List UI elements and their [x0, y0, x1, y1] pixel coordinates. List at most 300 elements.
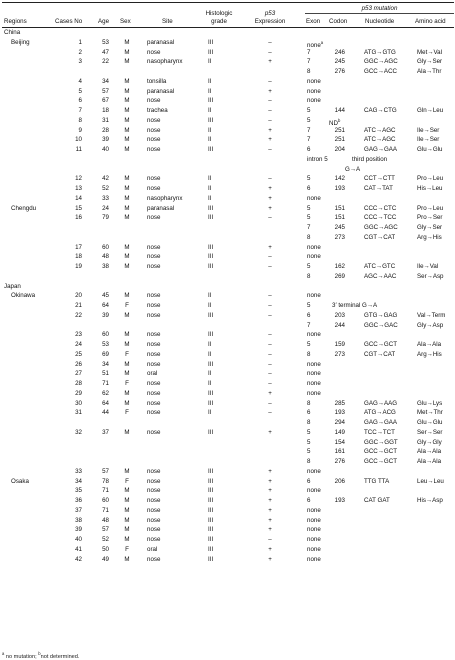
expression-cell: – [268, 253, 272, 261]
expression-cell: + [268, 136, 272, 144]
exon-cell: none [307, 536, 321, 543]
codon-cell: $ND^b$ [329, 117, 341, 127]
age-cell: 34 [102, 77, 109, 85]
sex-cell: M [124, 360, 130, 368]
age-cell: 71 [102, 380, 109, 387]
case-number: 20 [75, 292, 82, 300]
subregion-label: Osaka [11, 477, 29, 485]
site-cell: nose [147, 263, 161, 270]
case-number: 15 [75, 204, 82, 212]
sex-cell: M [124, 263, 130, 270]
header-site: Site [162, 18, 173, 25]
nucleotide-cell: GAG→AAG [364, 399, 398, 407]
case-number: 33 [75, 467, 82, 475]
grade-cell: III [208, 555, 214, 563]
grade-cell: III [208, 116, 214, 124]
table-row [2, 477, 454, 487]
sex-cell: M [124, 194, 130, 202]
exon-cell: 5 [307, 214, 311, 222]
exon-cell: 6 [307, 146, 311, 153]
sex-cell: M [124, 175, 130, 183]
expression-cell: + [268, 126, 272, 134]
sex-cell: M [124, 38, 130, 46]
expression-cell: – [268, 146, 272, 153]
exon-cell: none [307, 389, 321, 397]
nucleotide-cell: ATC→GTC [364, 263, 396, 270]
amino-acid-cell: Leu→Leu [417, 477, 444, 485]
grade-cell: II [208, 380, 212, 387]
table-row [2, 545, 454, 555]
sex-cell: M [124, 214, 130, 222]
age-cell: 60 [102, 243, 109, 251]
case-number: 7 [78, 107, 82, 114]
site-cell: nose [147, 292, 161, 300]
sex-cell: M [124, 341, 130, 348]
nucleotide-cell: ATG→GTG [364, 48, 396, 56]
age-cell: 39 [102, 136, 109, 144]
exon-cell: 5 [307, 302, 311, 309]
exon-cell: 6 [307, 311, 311, 319]
case-number: 8 [78, 116, 82, 124]
amino-acid-cell: Ala→Ala [417, 448, 442, 456]
sex-cell: M [124, 243, 130, 251]
age-cell: 28 [102, 126, 109, 134]
table-row [2, 135, 454, 145]
sex-cell: M [124, 87, 130, 95]
exon-cell: 5 [307, 107, 311, 114]
case-number: 40 [75, 536, 82, 543]
amino-acid-cell: Gly→Gly [417, 438, 442, 446]
exon-cell: 7 [307, 48, 311, 56]
header-sex: Sex [120, 18, 131, 25]
grade-cell: III [208, 214, 214, 222]
grade-cell: III [208, 467, 214, 475]
age-cell: 34 [102, 360, 109, 368]
table-row [2, 467, 454, 477]
site-cell: nose [147, 555, 161, 563]
case-number: 35 [75, 487, 82, 495]
grade-cell: III [208, 48, 214, 56]
amino-acid-cell: Ala→Ala [417, 458, 442, 465]
table-row [2, 213, 454, 223]
grade-cell: II [208, 185, 212, 192]
age-cell: 22 [102, 58, 109, 66]
expression-cell: – [268, 48, 272, 56]
age-cell: 79 [102, 214, 109, 222]
exon-cell: 7 [307, 321, 311, 329]
sex-cell: M [124, 536, 130, 543]
expression-cell: – [268, 214, 272, 222]
age-cell: 18 [102, 107, 109, 114]
header-expr-line2: Expression [254, 18, 286, 25]
sex-cell: M [124, 497, 130, 504]
table-row [2, 438, 454, 448]
age-cell: 78 [102, 477, 109, 485]
age-cell: 44 [102, 409, 109, 417]
grade-cell: III [208, 516, 214, 524]
nucleotide-cell: TCC→TCT [364, 428, 395, 436]
site-cell: nose [147, 302, 161, 309]
sex-cell: M [124, 107, 130, 114]
age-cell: 71 [102, 506, 109, 514]
grade-cell: II [208, 302, 212, 309]
case-number: 27 [75, 370, 82, 378]
table-row [2, 311, 454, 321]
header-amino-acid: Amino acid [415, 18, 446, 25]
expression-cell: – [268, 399, 272, 407]
header-expr-line1: p53 [264, 10, 276, 17]
table-row [2, 340, 454, 350]
age-cell: 53 [102, 38, 109, 46]
subregion-label: Chengdu [11, 204, 37, 212]
grade-cell: II [208, 126, 212, 134]
amino-acid-cell: Gln→Leu [417, 107, 444, 114]
exon-cell: 5 [307, 116, 311, 124]
grade-cell: II [208, 409, 212, 417]
codon-cell: 276 [334, 68, 345, 75]
table-row [2, 399, 454, 409]
exon-cell: none [307, 370, 321, 378]
age-cell: 60 [102, 497, 109, 504]
expression-cell: – [268, 536, 272, 543]
codon-cell: 154 [334, 438, 345, 446]
amino-acid-cell: Pro→Leu [417, 175, 444, 183]
mutation-group-header: p53 mutation [361, 5, 398, 12]
site-cell: nose [147, 116, 161, 124]
amino-acid-cell: His→Leu [417, 185, 443, 192]
age-cell: 39 [102, 311, 109, 319]
grade-cell: II [208, 370, 212, 378]
expression-cell: – [268, 350, 272, 358]
exon-cell: none [307, 526, 321, 534]
site-cell: nose [147, 126, 161, 134]
case-number: 3 [78, 58, 82, 66]
grade-cell: II [208, 87, 212, 95]
footnote: $^a$ no mutation; $^b$not determined. [2, 651, 80, 660]
codon-cell: 285 [334, 399, 345, 407]
age-cell: 51 [102, 370, 109, 378]
sex-cell: M [124, 58, 130, 66]
sex-cell: M [124, 331, 130, 339]
nucleotide-cell: GTG→GAG [364, 311, 398, 319]
exon-cell: 7 [307, 126, 311, 134]
grade-cell: III [208, 487, 214, 495]
sex-cell: F [125, 380, 129, 387]
case-number: 36 [75, 497, 82, 504]
site-cell: nose [147, 243, 161, 251]
site-cell: nose [147, 380, 161, 387]
case-number: 13 [75, 185, 82, 192]
site-cell: nose [147, 399, 161, 407]
mutation-group-rule [305, 13, 454, 14]
grade-cell: II [208, 107, 212, 114]
site-cell: nose [147, 506, 161, 514]
amino-acid-cell: Arg→His [417, 233, 442, 241]
site-cell: nose [147, 146, 161, 153]
expression-cell: – [268, 302, 272, 309]
nucleotide-cell: CAT→TAT [364, 185, 393, 192]
site-cell: nasopharynx [147, 58, 183, 66]
nucleotide-cell: CCC→CTC [364, 204, 397, 212]
codon-cell: 144 [334, 107, 345, 114]
exon-cell: 5 [307, 448, 311, 456]
codon-cell: 161 [334, 448, 345, 456]
grade-cell: II [208, 350, 212, 358]
nucleotide-cell: ATC→AGC [364, 126, 396, 134]
codon-cell: 245 [334, 58, 345, 66]
case-number: 24 [75, 341, 82, 348]
case-number: 18 [75, 253, 82, 261]
expression-cell: – [268, 370, 272, 378]
table-row [2, 174, 454, 184]
grade-cell: III [208, 331, 214, 339]
header-regions: Regions [4, 18, 27, 25]
grade-cell: III [208, 526, 214, 534]
nucleotide-cell: TTG TTA [364, 477, 390, 485]
codon-cell: 203 [334, 311, 345, 319]
table-row [2, 496, 454, 506]
site-cell: nose [147, 341, 161, 348]
expression-cell: + [268, 497, 272, 504]
amino-acid-cell: Met→Thr [417, 409, 443, 417]
amino-acid-cell: His→Asp [417, 497, 443, 504]
sex-cell: M [124, 97, 130, 105]
sex-cell: M [124, 253, 130, 261]
expression-cell: + [268, 467, 272, 475]
case-number: 14 [75, 194, 82, 202]
nucleotide-cell: GCC→GCT [364, 448, 397, 456]
age-cell: 40 [102, 146, 109, 153]
sex-cell: M [124, 487, 130, 495]
sex-cell: M [124, 292, 130, 300]
sex-cell: M [124, 126, 130, 134]
table-row [2, 330, 454, 340]
age-cell: 60 [102, 331, 109, 339]
table-row [2, 155, 454, 165]
site-cell: nose [147, 175, 161, 183]
exon-cell: 7 [307, 58, 311, 66]
amino-acid-cell: Arg→His [417, 350, 442, 358]
nucleotide-cell: GCC→GCT [364, 458, 397, 465]
sex-cell: M [124, 399, 130, 407]
site-cell: paranasal [147, 87, 175, 95]
table-row [2, 194, 454, 204]
expression-cell: + [268, 526, 272, 534]
age-cell: 64 [102, 302, 109, 309]
amino-acid-cell: Pro→Ser [417, 214, 443, 222]
nucleotide-cell: AGC→AAC [364, 272, 397, 280]
age-cell: 64 [102, 399, 109, 407]
table-row [2, 428, 454, 438]
grade-cell: III [208, 428, 214, 436]
grade-cell: III [208, 536, 214, 543]
header-age: Age [98, 18, 110, 25]
table-row [2, 282, 454, 292]
expression-cell: + [268, 87, 272, 95]
sex-cell: M [124, 204, 130, 212]
sex-cell: F [125, 350, 129, 358]
age-cell: 33 [102, 194, 109, 202]
expression-cell: – [268, 380, 272, 387]
table-row [2, 272, 454, 282]
expression-cell: – [268, 116, 272, 124]
table-row [2, 233, 454, 243]
age-cell: 53 [102, 341, 109, 348]
expression-cell: + [268, 477, 272, 485]
codon-cell: 244 [334, 321, 345, 329]
amino-acid-cell: Met→Val [417, 48, 442, 56]
sex-cell: M [124, 136, 130, 144]
case-number: 23 [75, 331, 82, 339]
amino-acid-cell: Gly→Asp [417, 321, 444, 329]
sex-cell: M [124, 77, 130, 85]
table-row [2, 408, 454, 418]
expression-cell: – [268, 360, 272, 368]
table-row [2, 48, 454, 58]
site-cell: nose [147, 331, 161, 339]
grade-cell: III [208, 399, 214, 407]
case-number: 42 [75, 555, 82, 563]
header-codon: Codon [329, 18, 348, 25]
expression-cell: + [268, 204, 272, 212]
expression-cell: – [268, 331, 272, 339]
sex-cell: M [124, 48, 130, 56]
site-cell: nose [147, 97, 161, 105]
case-number: 32 [75, 428, 82, 436]
sex-cell: F [125, 545, 129, 553]
grade-cell: III [208, 497, 214, 504]
case-number: 2 [78, 48, 82, 56]
sex-cell: M [124, 555, 130, 563]
site-cell: tonsilla [147, 77, 167, 85]
site-cell: trachea [147, 107, 168, 114]
table-row [2, 486, 454, 496]
table-row [2, 77, 454, 87]
codon-cell: 193 [334, 497, 345, 504]
footnote-marker: b [337, 117, 341, 123]
age-cell: 31 [102, 116, 109, 124]
case-number: 10 [75, 136, 82, 144]
table-row [2, 447, 454, 457]
site-cell: nose [147, 487, 161, 495]
site-cell: nose [147, 350, 161, 358]
expression-cell: + [268, 545, 272, 553]
table-row [2, 252, 454, 262]
sex-cell: M [124, 516, 130, 524]
codon-cell: 269 [334, 272, 345, 280]
amino-acid-cell: Ile→Val [417, 263, 439, 270]
codon-cell: 245 [334, 224, 345, 231]
substitution-note-cell: G→A [345, 165, 361, 173]
exon-cell: 6 [307, 185, 311, 192]
sex-cell: M [124, 185, 130, 192]
codon-cell: 294 [334, 419, 345, 426]
exon-cell: none [307, 194, 321, 202]
case-number: 9 [78, 126, 82, 134]
nucleotide-cell: CGT→CAT [364, 233, 396, 241]
grade-cell: III [208, 146, 214, 153]
site-cell: nose [147, 526, 161, 534]
expression-cell: – [268, 292, 272, 300]
age-cell: 37 [102, 428, 109, 436]
sex-cell: M [124, 389, 130, 397]
case-number: 11 [75, 146, 82, 153]
age-cell: 45 [102, 292, 109, 300]
exon-cell: none [307, 97, 321, 105]
site-cell: nose [147, 360, 161, 368]
expression-cell: – [268, 341, 272, 348]
site-cell: nose [147, 253, 161, 261]
case-number: 29 [75, 389, 82, 397]
exon-cell: 8 [307, 233, 311, 241]
table-row [2, 389, 454, 399]
codon-cell: 246 [334, 48, 345, 56]
case-number: 5 [78, 87, 82, 95]
case-number: 34 [75, 477, 82, 485]
expression-cell: – [268, 97, 272, 105]
site-cell: paranasal [147, 204, 175, 212]
table-row [2, 525, 454, 535]
amino-acid-cell: Pro→Leu [417, 204, 444, 212]
case-number: 30 [75, 399, 82, 407]
grade-cell: II [208, 194, 212, 202]
amino-acid-cell: Ile→Ser [417, 126, 440, 134]
sex-cell: M [124, 146, 130, 153]
exon-cell: 8 [307, 272, 311, 280]
exon-cell: 8 [307, 458, 311, 465]
grade-cell: III [208, 506, 214, 514]
table-row [2, 516, 454, 526]
amino-acid-cell: Glu→Glu [417, 419, 443, 426]
codon-cell: 276 [334, 458, 345, 465]
table-row [2, 38, 454, 48]
table-row [2, 262, 454, 272]
table-row [2, 418, 454, 428]
amino-acid-cell: Val→Term [417, 311, 446, 319]
expression-cell: + [268, 243, 272, 251]
site-cell: nose [147, 48, 161, 56]
grade-cell: III [208, 253, 214, 261]
expression-cell: + [268, 516, 272, 524]
exon-cell: none [307, 253, 321, 261]
table-row [2, 321, 454, 331]
exon-cell: 8 [307, 419, 311, 426]
amino-acid-cell: Gly→Ser [417, 224, 443, 231]
sex-cell: M [124, 311, 130, 319]
exon-cell: none [307, 77, 321, 85]
table-row [2, 28, 454, 38]
age-cell: 49 [102, 555, 109, 563]
exon-cell: 5 [307, 204, 311, 212]
age-cell: 48 [102, 516, 109, 524]
case-number: 12 [75, 175, 82, 183]
sex-cell: F [125, 302, 129, 309]
table-row [2, 555, 454, 565]
table-row [2, 506, 454, 516]
case-number: 1 [78, 38, 82, 46]
expression-cell: + [268, 389, 272, 397]
exon-cell: 6 [307, 477, 311, 485]
table-row [2, 204, 454, 214]
table-row [2, 301, 454, 311]
site-cell: nose [147, 136, 161, 144]
nucleotide-cell: GGC→AGC [364, 58, 398, 66]
age-cell: 62 [102, 389, 109, 397]
grade-cell: III [208, 477, 214, 485]
codon-cell: 151 [334, 214, 345, 222]
exon-cell: none [307, 555, 321, 563]
mutation-note-cell: 3′ terminal G→A [332, 302, 378, 309]
